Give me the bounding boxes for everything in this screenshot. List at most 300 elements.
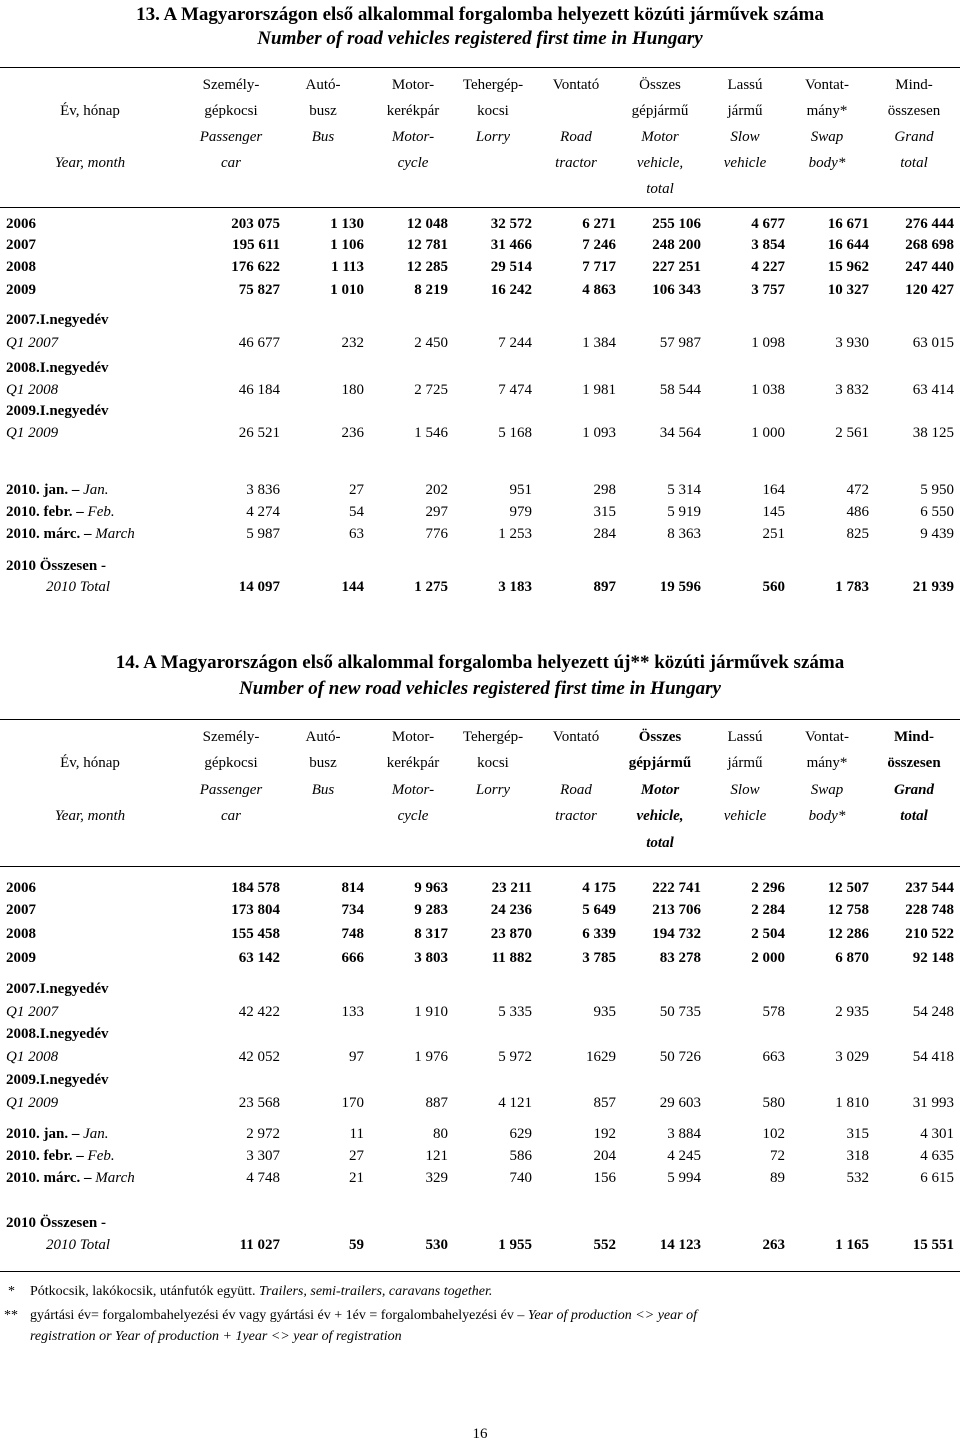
table-cell: 315	[846, 1126, 869, 1142]
col-header-en: total	[646, 181, 674, 197]
quarter-label-en: Q1 2009	[6, 425, 59, 441]
col-header-hu: Mind-	[893, 729, 934, 745]
table-cell: 15 551	[912, 1237, 954, 1253]
col-header-en: cycle	[397, 155, 429, 171]
table-cell: 486	[846, 504, 869, 520]
table-cell: 578	[762, 1004, 785, 1020]
table-cell: 6 271	[582, 216, 616, 232]
col-header-hu: Összes	[638, 729, 682, 745]
quarter-label-hu: 2008.I.negyedév	[6, 1026, 109, 1042]
quarter-label-en: Q1 2009	[6, 1095, 59, 1111]
table-cell: 2 972	[246, 1126, 280, 1142]
col-header-hu: Összes	[639, 77, 681, 93]
table-cell: 192	[593, 1126, 616, 1142]
table13-title: 13. A Magyarországon első alkalommal forgalomba helyezett közúti járművek száma	[136, 4, 824, 25]
table-cell: 629	[509, 1126, 532, 1142]
col-header-en: Motor	[641, 129, 679, 145]
table-cell: 9 963	[414, 880, 448, 896]
month-label-hu: 2010. márc. –	[6, 526, 96, 542]
table-cell: 3 307	[246, 1148, 280, 1164]
table-cell: 5 919	[667, 504, 701, 520]
table-cell: 63 142	[238, 950, 280, 966]
table-cell: 284	[593, 526, 616, 542]
table-cell: 202	[425, 482, 448, 498]
month-label-en: Jan.	[83, 482, 109, 498]
table-cell: 102	[762, 1126, 785, 1142]
year-label: 2007	[6, 902, 36, 918]
table-cell: 59	[349, 1237, 364, 1253]
footnote-mark-2: **	[4, 1308, 18, 1323]
table-cell: 16 644	[827, 237, 869, 253]
table-cell: 4 121	[498, 1095, 532, 1111]
table-cell: 9 439	[920, 526, 954, 542]
col-header-hu: Vontató	[552, 729, 600, 745]
table-cell: 297	[425, 504, 448, 520]
col-header-hu: Vontat-	[805, 77, 849, 93]
table14-header-rule	[0, 866, 960, 867]
col-header-en: tractor	[555, 808, 597, 824]
col-header-en: Road	[560, 129, 592, 145]
year-label: 2008	[6, 926, 36, 942]
col-header-en: Bus	[311, 129, 335, 145]
quarter-label-hu: 2009.I.negyedév	[6, 403, 109, 419]
table-cell: 213 706	[652, 902, 701, 918]
year-label: 2008	[6, 259, 36, 275]
table-cell: 734	[341, 902, 364, 918]
table14-top-rule	[0, 719, 960, 720]
table-cell: 31 993	[912, 1095, 954, 1111]
rowlabel-en: Year, month	[54, 808, 126, 824]
table-cell: 4 245	[667, 1148, 701, 1164]
month-label-hu: 2010. febr. –	[6, 1148, 88, 1164]
table-cell: 16 671	[827, 216, 869, 232]
table-cell: 1 976	[414, 1049, 448, 1065]
table-cell: 106 343	[652, 282, 701, 298]
table-cell: 3 029	[835, 1049, 869, 1065]
month-label-hu: 2010. jan. –	[6, 1126, 84, 1142]
table-cell: 31 466	[490, 237, 532, 253]
footnote-2-en-b: registration or Year of production + 1year <> year of registration	[30, 1329, 402, 1344]
table-cell: 26 521	[238, 425, 280, 441]
table-cell: 532	[846, 1170, 869, 1186]
total-label-en: 2010 Total	[46, 1237, 111, 1253]
table-cell: 5 335	[498, 1004, 532, 1020]
table-cell: 14 097	[238, 579, 280, 595]
col-header-en: Motor	[640, 782, 680, 798]
month-label	[6, 1125, 109, 1143]
table-cell: 50 735	[659, 1004, 701, 1020]
col-header-hu: gépjármű	[631, 103, 689, 119]
table14-bottom-rule	[0, 1271, 960, 1272]
table-cell: 144	[341, 579, 364, 595]
table-cell: 7 246	[582, 237, 616, 253]
table-cell: 23 568	[238, 1095, 280, 1111]
table-cell: 75 827	[238, 282, 280, 298]
table-cell: 6 615	[920, 1170, 954, 1186]
table-cell: 951	[509, 482, 532, 498]
table-cell: 120 427	[905, 282, 954, 298]
table-cell: 4 863	[582, 282, 616, 298]
table-cell: 4 227	[751, 259, 785, 275]
table-cell: 180	[341, 382, 364, 398]
table-cell: 3 832	[835, 382, 869, 398]
table-cell: 248 200	[652, 237, 701, 253]
table-cell: 155 458	[231, 926, 280, 942]
year-label: 2009	[6, 950, 36, 966]
table-cell: 27	[349, 482, 364, 498]
table-cell: 2 000	[751, 950, 785, 966]
table-cell: 979	[509, 504, 532, 520]
col-header-hu: Autó-	[305, 77, 341, 93]
year-label: 2006	[6, 216, 36, 232]
table-cell: 2 284	[751, 902, 785, 918]
table-cell: 232	[341, 335, 364, 351]
col-header-hu: Vontat-	[805, 729, 849, 745]
table-cell: 814	[341, 880, 364, 896]
table-cell: 4 175	[582, 880, 616, 896]
table-cell: 11 882	[491, 950, 532, 966]
month-label-en: Jan.	[83, 1126, 109, 1142]
footnote-1	[30, 1282, 492, 1302]
table-cell: 97	[349, 1049, 364, 1065]
col-header-en: Lorry	[475, 129, 511, 145]
table-cell: 228 748	[905, 902, 954, 918]
table-cell: 857	[593, 1095, 616, 1111]
col-header-hu: kerékpár	[386, 755, 440, 771]
footnote-2-hu: gyártási év= forgalombahelyezési év vagy gyártási év + 1év = forgalombahelyezési év –	[30, 1308, 525, 1323]
table-cell: 748	[341, 926, 364, 942]
col-header-en: vehicle	[723, 808, 767, 824]
col-header-hu: Lassú	[727, 729, 763, 745]
table-cell: 170	[341, 1095, 364, 1111]
table-cell: 5 994	[667, 1170, 701, 1186]
year-label: 2006	[6, 880, 36, 896]
table-cell: 6 550	[920, 504, 954, 520]
quarter-label-en: Q1 2008	[6, 1049, 59, 1065]
col-header-en: Grand	[894, 129, 934, 145]
table-cell: 21	[349, 1170, 364, 1186]
table-cell: 121	[425, 1148, 448, 1164]
table-cell: 6 870	[835, 950, 869, 966]
table-cell: 63	[349, 526, 364, 542]
table-cell: 8 363	[667, 526, 701, 542]
table-cell: 54	[349, 504, 364, 520]
table-cell: 9 283	[414, 902, 448, 918]
table-cell: 586	[509, 1148, 532, 1164]
table-cell: 19 596	[659, 579, 701, 595]
table-cell: 276 444	[905, 216, 954, 232]
table-cell: 57 987	[659, 335, 701, 351]
quarter-label-hu: 2007.I.negyedév	[6, 981, 109, 997]
col-header-hu: busz	[309, 103, 337, 119]
table-cell: 666	[341, 950, 364, 966]
table-cell: 1 384	[582, 335, 616, 351]
table-cell: 23 211	[491, 880, 532, 896]
table14-title: 14. A Magyarországon első alkalommal forgalomba helyezett új** közúti járművek száma	[115, 652, 845, 673]
table-cell: 34 564	[659, 425, 701, 441]
col-header-en: car	[221, 155, 241, 171]
table-cell: 3 854	[751, 237, 785, 253]
col-header-hu: gépjármű	[628, 755, 692, 771]
table-cell: 21 939	[912, 579, 954, 595]
col-header-hu: összesen	[887, 103, 941, 119]
table-cell: 164	[762, 482, 785, 498]
table-cell: 1 106	[330, 237, 364, 253]
table-cell: 15 962	[827, 259, 869, 275]
quarter-label-en: Q1 2008	[6, 382, 59, 398]
total-label-en: 2010 Total	[46, 579, 111, 595]
month-label-en: March	[95, 1170, 135, 1186]
col-header-hu: Motor-	[391, 77, 435, 93]
month-label-hu: 2010. febr. –	[6, 504, 88, 520]
quarter-label-hu: 2007.I.negyedév	[6, 312, 109, 328]
quarter-label-en: Q1 2007	[6, 1004, 59, 1020]
col-header-hu: mány*	[806, 755, 848, 771]
table-cell: 10 327	[827, 282, 869, 298]
table-cell: 89	[770, 1170, 785, 1186]
table-cell: 1 130	[330, 216, 364, 232]
table-cell: 12 781	[406, 237, 448, 253]
col-header-en: vehicle,	[636, 808, 684, 824]
table-cell: 3 785	[582, 950, 616, 966]
table-cell: 740	[509, 1170, 532, 1186]
table-cell: 6 339	[582, 926, 616, 942]
table-cell: 318	[846, 1148, 869, 1164]
month-label	[6, 481, 109, 499]
quarter-label-hu: 2009.I.negyedév	[6, 1072, 109, 1088]
col-header-hu: Személy-	[202, 729, 260, 745]
table-cell: 5 950	[920, 482, 954, 498]
month-label	[6, 1169, 135, 1187]
col-header-en: Passenger	[199, 129, 263, 145]
total-label-hu: 2010 Összesen -	[6, 558, 106, 574]
table-cell: 315	[593, 504, 616, 520]
table-cell: 552	[593, 1237, 616, 1253]
table-cell: 1 275	[414, 579, 448, 595]
year-label: 2009	[6, 282, 36, 298]
table-cell: 8 317	[414, 926, 448, 942]
col-header-hu: busz	[309, 755, 337, 771]
month-label-en: Feb.	[87, 1148, 115, 1164]
col-header-hu: gépkocsi	[204, 755, 258, 771]
table-cell: 12 507	[827, 880, 869, 896]
table-cell: 23 870	[490, 926, 532, 942]
table-cell: 27	[349, 1148, 364, 1164]
table-cell: 3 183	[498, 579, 532, 595]
col-header-hu: kocsi	[477, 103, 509, 119]
table-cell: 12 758	[827, 902, 869, 918]
col-header-en: car	[221, 808, 241, 824]
table-cell: 5 972	[498, 1049, 532, 1065]
footnote-1-en: Trailers, semi-trailers, caravans together.	[259, 1284, 493, 1299]
col-header-hu: Mind-	[895, 77, 933, 93]
table-cell: 1 165	[835, 1237, 869, 1253]
table-cell: 1 253	[498, 526, 532, 542]
table-cell: 1 810	[835, 1095, 869, 1111]
table-cell: 1 546	[414, 425, 448, 441]
col-header-hu: Autó-	[305, 729, 341, 745]
table-cell: 12 285	[406, 259, 448, 275]
table-cell: 2 561	[835, 425, 869, 441]
rowlabel-en: Year, month	[54, 155, 126, 171]
table13-top-rule	[0, 67, 960, 68]
table-cell: 3 884	[667, 1126, 701, 1142]
col-header-en: vehicle	[723, 155, 767, 171]
month-label	[6, 1147, 115, 1165]
table-cell: 12 048	[406, 216, 448, 232]
table-cell: 2 504	[751, 926, 785, 942]
footnote-2-en-a: Year of production <> year of	[527, 1308, 697, 1323]
table-cell: 4 677	[751, 216, 785, 232]
table-cell: 1 910	[414, 1004, 448, 1020]
table-cell: 5 168	[498, 425, 532, 441]
table-cell: 145	[762, 504, 785, 520]
col-header-en: vehicle,	[636, 155, 684, 171]
table-cell: 58 544	[659, 382, 701, 398]
table-cell: 133	[341, 1004, 364, 1020]
table-cell: 1 010	[330, 282, 364, 298]
col-header-en: Swap	[810, 129, 844, 145]
table-cell: 1 981	[582, 382, 616, 398]
table-cell: 14 123	[659, 1237, 701, 1253]
table-cell: 530	[425, 1237, 448, 1253]
table-cell: 5 314	[667, 482, 701, 498]
year-label: 2007	[6, 237, 36, 253]
table-cell: 1 093	[582, 425, 616, 441]
footnote-2	[30, 1306, 697, 1326]
month-label	[6, 525, 135, 543]
table-cell: 173 804	[231, 902, 280, 918]
table-cell: 897	[593, 579, 616, 595]
col-header-en: Lorry	[475, 782, 511, 798]
col-header-hu: mány*	[806, 103, 848, 119]
table-cell: 251	[762, 526, 785, 542]
month-label-hu: 2010. jan. –	[6, 482, 84, 498]
col-header-hu: kocsi	[477, 755, 509, 771]
col-header-en: total	[646, 835, 674, 851]
table-cell: 11 027	[239, 1237, 280, 1253]
table-cell: 72	[770, 1148, 785, 1164]
col-header-hu: gépkocsi	[204, 103, 258, 119]
col-header-hu: kerékpár	[386, 103, 440, 119]
table-cell: 560	[762, 579, 785, 595]
footnote-mark-1: *	[8, 1284, 15, 1299]
table-cell: 3 757	[751, 282, 785, 298]
table-cell: 5 987	[246, 526, 280, 542]
table-cell: 203 075	[231, 216, 280, 232]
col-header-hu: összesen	[887, 755, 941, 771]
table-cell: 329	[425, 1170, 448, 1186]
table-cell: 472	[846, 482, 869, 498]
table-cell: 3 803	[414, 950, 448, 966]
table-cell: 887	[425, 1095, 448, 1111]
table14-subtitle: Number of new road vehicles registered first time in Hungary	[239, 678, 721, 699]
table-cell: 54 418	[912, 1049, 954, 1065]
table-cell: 46 184	[238, 382, 280, 398]
page-number: 16	[472, 1426, 488, 1442]
table-cell: 63 414	[912, 382, 954, 398]
table-cell: 1 000	[751, 425, 785, 441]
col-header-hu: Tehergép-	[462, 729, 524, 745]
table13-header-rule	[0, 207, 960, 208]
table-cell: 935	[593, 1004, 616, 1020]
table-cell: 580	[762, 1095, 785, 1111]
table-cell: 4 274	[246, 504, 280, 520]
table-cell: 1 955	[498, 1237, 532, 1253]
table-cell: 1 783	[835, 579, 869, 595]
table-cell: 4 301	[920, 1126, 954, 1142]
table-cell: 54 248	[912, 1004, 954, 1020]
table-cell: 227 251	[652, 259, 701, 275]
table-cell: 4 635	[920, 1148, 954, 1164]
col-header-en: Swap	[810, 782, 844, 798]
table-cell: 2 935	[835, 1004, 869, 1020]
table-cell: 7 717	[582, 259, 616, 275]
col-header-hu: jármű	[727, 103, 763, 119]
table-cell: 50 726	[659, 1049, 701, 1065]
table-cell: 29 603	[659, 1095, 701, 1111]
table-cell: 7 474	[498, 382, 532, 398]
col-header-hu: Lassú	[727, 77, 763, 93]
table-cell: 204	[593, 1148, 616, 1164]
col-header-en: Motor-	[391, 782, 435, 798]
table-cell: 236	[341, 425, 364, 441]
table-cell: 8 219	[414, 282, 448, 298]
table-cell: 63 015	[912, 335, 954, 351]
col-header-en: Grand	[893, 782, 934, 798]
col-header-hu: Tehergép-	[462, 77, 524, 93]
rowlabel-hu: Év, hónap	[60, 103, 120, 119]
table13-subtitle: Number of road vehicles registered first time in Hungary	[257, 28, 703, 49]
table-cell: 663	[762, 1049, 785, 1065]
table-cell: 263	[762, 1237, 785, 1253]
month-label-en: March	[95, 526, 135, 542]
table-cell: 3 930	[835, 335, 869, 351]
table-cell: 80	[433, 1126, 448, 1142]
col-header-en: total	[900, 155, 928, 171]
table-cell: 24 236	[490, 902, 532, 918]
table-cell: 222 741	[652, 880, 701, 896]
table-cell: 156	[593, 1170, 616, 1186]
table-cell: 42 052	[238, 1049, 280, 1065]
col-header-hu: Személy-	[202, 77, 260, 93]
table-cell: 268 698	[905, 237, 954, 253]
table-cell: 1 098	[751, 335, 785, 351]
col-header-en: Slow	[730, 782, 760, 798]
month-label	[6, 503, 115, 521]
col-header-en: cycle	[397, 808, 429, 824]
table-cell: 42 422	[238, 1004, 280, 1020]
col-header-hu: Vontató	[552, 77, 600, 93]
month-label-hu: 2010. márc. –	[6, 1170, 96, 1186]
table-cell: 1 113	[331, 259, 364, 275]
table-cell: 5 649	[582, 902, 616, 918]
table-cell: 237 544	[905, 880, 954, 896]
table-cell: 29 514	[490, 259, 532, 275]
table-cell: 825	[846, 526, 869, 542]
table-cell: 176 622	[231, 259, 280, 275]
table-cell: 11	[349, 1126, 364, 1142]
table-cell: 2 296	[751, 880, 785, 896]
col-header-en: Slow	[730, 129, 760, 145]
footnote-1-hu: Pótkocsik, lakókocsik, utánfutók együtt.	[30, 1284, 256, 1299]
table-cell: 38 125	[912, 425, 954, 441]
col-header-en: body*	[808, 808, 846, 824]
table-cell: 2 450	[414, 335, 448, 351]
table-cell: 1629	[586, 1049, 616, 1065]
table-cell: 255 106	[652, 216, 701, 232]
col-header-en: Bus	[311, 782, 335, 798]
